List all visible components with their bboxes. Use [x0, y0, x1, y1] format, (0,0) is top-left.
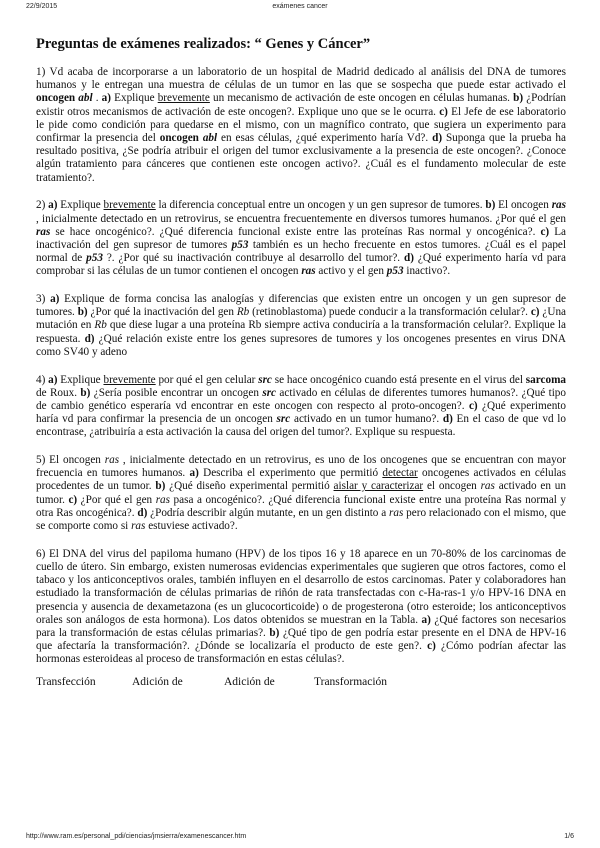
page-number: 1/6: [564, 833, 574, 840]
question-5: 5) El oncogen ras , inicialmente detectado en un retrovirus, es uno de los oncogenes que se encuentran con mayor frecuencia en tumores humanos. a) Describa el experimento que permitió detectar oncogenes activados en células procedentes de un tumor. b) ¿Qué diseño experimental permitió aislar y caracterizar el oncogen ras activado en un tumor. c) ¿Por qué el gen ras pasa a oncogénico?. ¿Qué diferencia funcional existe entre una proteína Ras normal y otra Ras oncogénica?. d) ¿Podría describir algún mutante, en un gen distinto a ras pero relacionado con el mismo, que se comporte como si ras estuviese activado?.: [36, 454, 567, 533]
page-footer: [26, 833, 574, 845]
document-title: Preguntas de exámenes realizados: “ Genes y Cáncer”: [36, 36, 371, 52]
question-6: 6) El DNA del virus del papiloma humano (HPV) de los tipos 16 y 18 aparece en un 70-80% de los carcinomas de cuello de útero. Sin embargo, existen numerosas evidencias experimentales que sugieren que otros factores, como el tabaco y los anticonceptivos orales, también influyen en el desarrollo de estos carcinomas. Pater y colaboradores han estudiado la transformación de células primarias de riñón de rata transfectadas con c-Ha-ras-1 y/o HPV-16 DNA en presencia y ausencia de dexametazona (es un glucocorticoide) o de progesterona (otro esteroide; los anticonceptivos orales son análogos de esta hormona). Los datos obtenidos se muestran en la Tabla. a) ¿Qué factores son necesarios para la transformación de estas células primarias?. b) ¿Qué tipo de gen podría estar presente en el DNA de HPV-16 que afectaría la transformación?. ¿Dónde se localizaría el producto de este gen?. c) ¿Cómo podrían afectar las hormonas esteroideas al proceso de transformación en estas células?.: [36, 547, 567, 666]
question-2: 2) a) Explique brevemente la diferencia conceptual entre un oncogen y un gen supresor de tumores. b) El oncogen ras , inicialmente detectado en un retrovirus, se encuentra frecuentemente en diversos tumores humanos. ¿Por qué el gen ras se hace oncogénico?. ¿Qué diferencia funcional existe entre las proteínas Ras normal y oncogénica?. c) La inactivación del gen supresor de tumores p53 también es un hecho frecuente en estos tumores. ¿Cuál es el papel normal de p53 ?. ¿Por qué su inactivación contribuye al desarrollo del tumor?. d) ¿Qué experimento haría vd para comprobar si las células de un tumor contienen el oncogen ras activo y el gen p53 inactivo?.: [36, 199, 566, 278]
table-header-row: [36, 676, 566, 689]
question-4: 4) a) Explique brevemente por qué el gen celular src se hace oncogénico cuando está presente en el virus del sarcoma de Roux. b) ¿Sería posible encontrar un oncogen src activado en células de diferentes tumores humanos?. ¿Qué tipo de cambio genético esperaría vd encontrar en este oncogen con respecto al proto-oncogen?. c) ¿Qué experimento haría vd para confirmar la presencia de un oncogen src activado en un tumor humano?. d) En el caso de que vd lo encontrase, ¿atribuiría a esta activación la causa del origen del tumor?. Explique su respuesta.: [36, 373, 566, 439]
header-date: 22/9/2015: [26, 3, 58, 10]
header-title: exámenes cancer: [272, 3, 328, 10]
footer-url: http://www.ram.es/personal_pdi/ciencias/jmsierra/examenescancer.htm: [26, 833, 247, 840]
question-3: 3) a) Explique de forma concisa las analogías y diferencias que existen entre un oncogen y un gen supresor de tumores. b) ¿Por qué la inactivación del gen Rb (retinoblastoma) puede conducir a la transformación celular?. c) ¿Una mutación en Rb que diese lugar a una proteína Rb siempre activa conduciría a la transformación celular?. Explique la respuesta. d) ¿Qué relación existe entre los genes supresores de tumores y los oncogenes presentes en virus DNA como SV40 y adeno: [36, 293, 567, 358]
table-header-cell: Adición de: [132, 675, 183, 688]
table-header-cell: Adición de: [224, 675, 275, 688]
table-header-cell: Transfección: [36, 675, 96, 688]
table-header-cell: Transformación: [314, 675, 388, 688]
question-1: 1) Vd acaba de incorporarse a un laboratorio de un hospital de Madrid dedicado al análisis del DNA de tumores humanos y le entregan una muestra de células de un tumor en las que se sospecha que puede estar activado el oncogen abl . a) Explique brevemente un mecanismo de activación de este oncogen en células humanas. b) ¿Podrían existir otros mecanismos de activación de este oncogen?. Explique uno que se le ocurra. c) El Jefe de ese laboratorio le pide como condición para quedarse en el mismo, con un magnífico contrato, que sugiera un experimento para confirmar la presencia del oncogen abl en esas células, ¿qué experimento haría Vd?. d) Suponga que la prueba ha resultado positiva, ¿Se podría atribuir el origen del tumor exclusivamente a la presencia de este oncogen?. ¿Conoce algún tratamiento para cánceres que contienen este oncogen activo?. ¿Cuál es el fundamento molecular de este tratamiento?.: [36, 66, 566, 184]
page-header: [26, 3, 574, 15]
questions-body: [36, 66, 566, 689]
